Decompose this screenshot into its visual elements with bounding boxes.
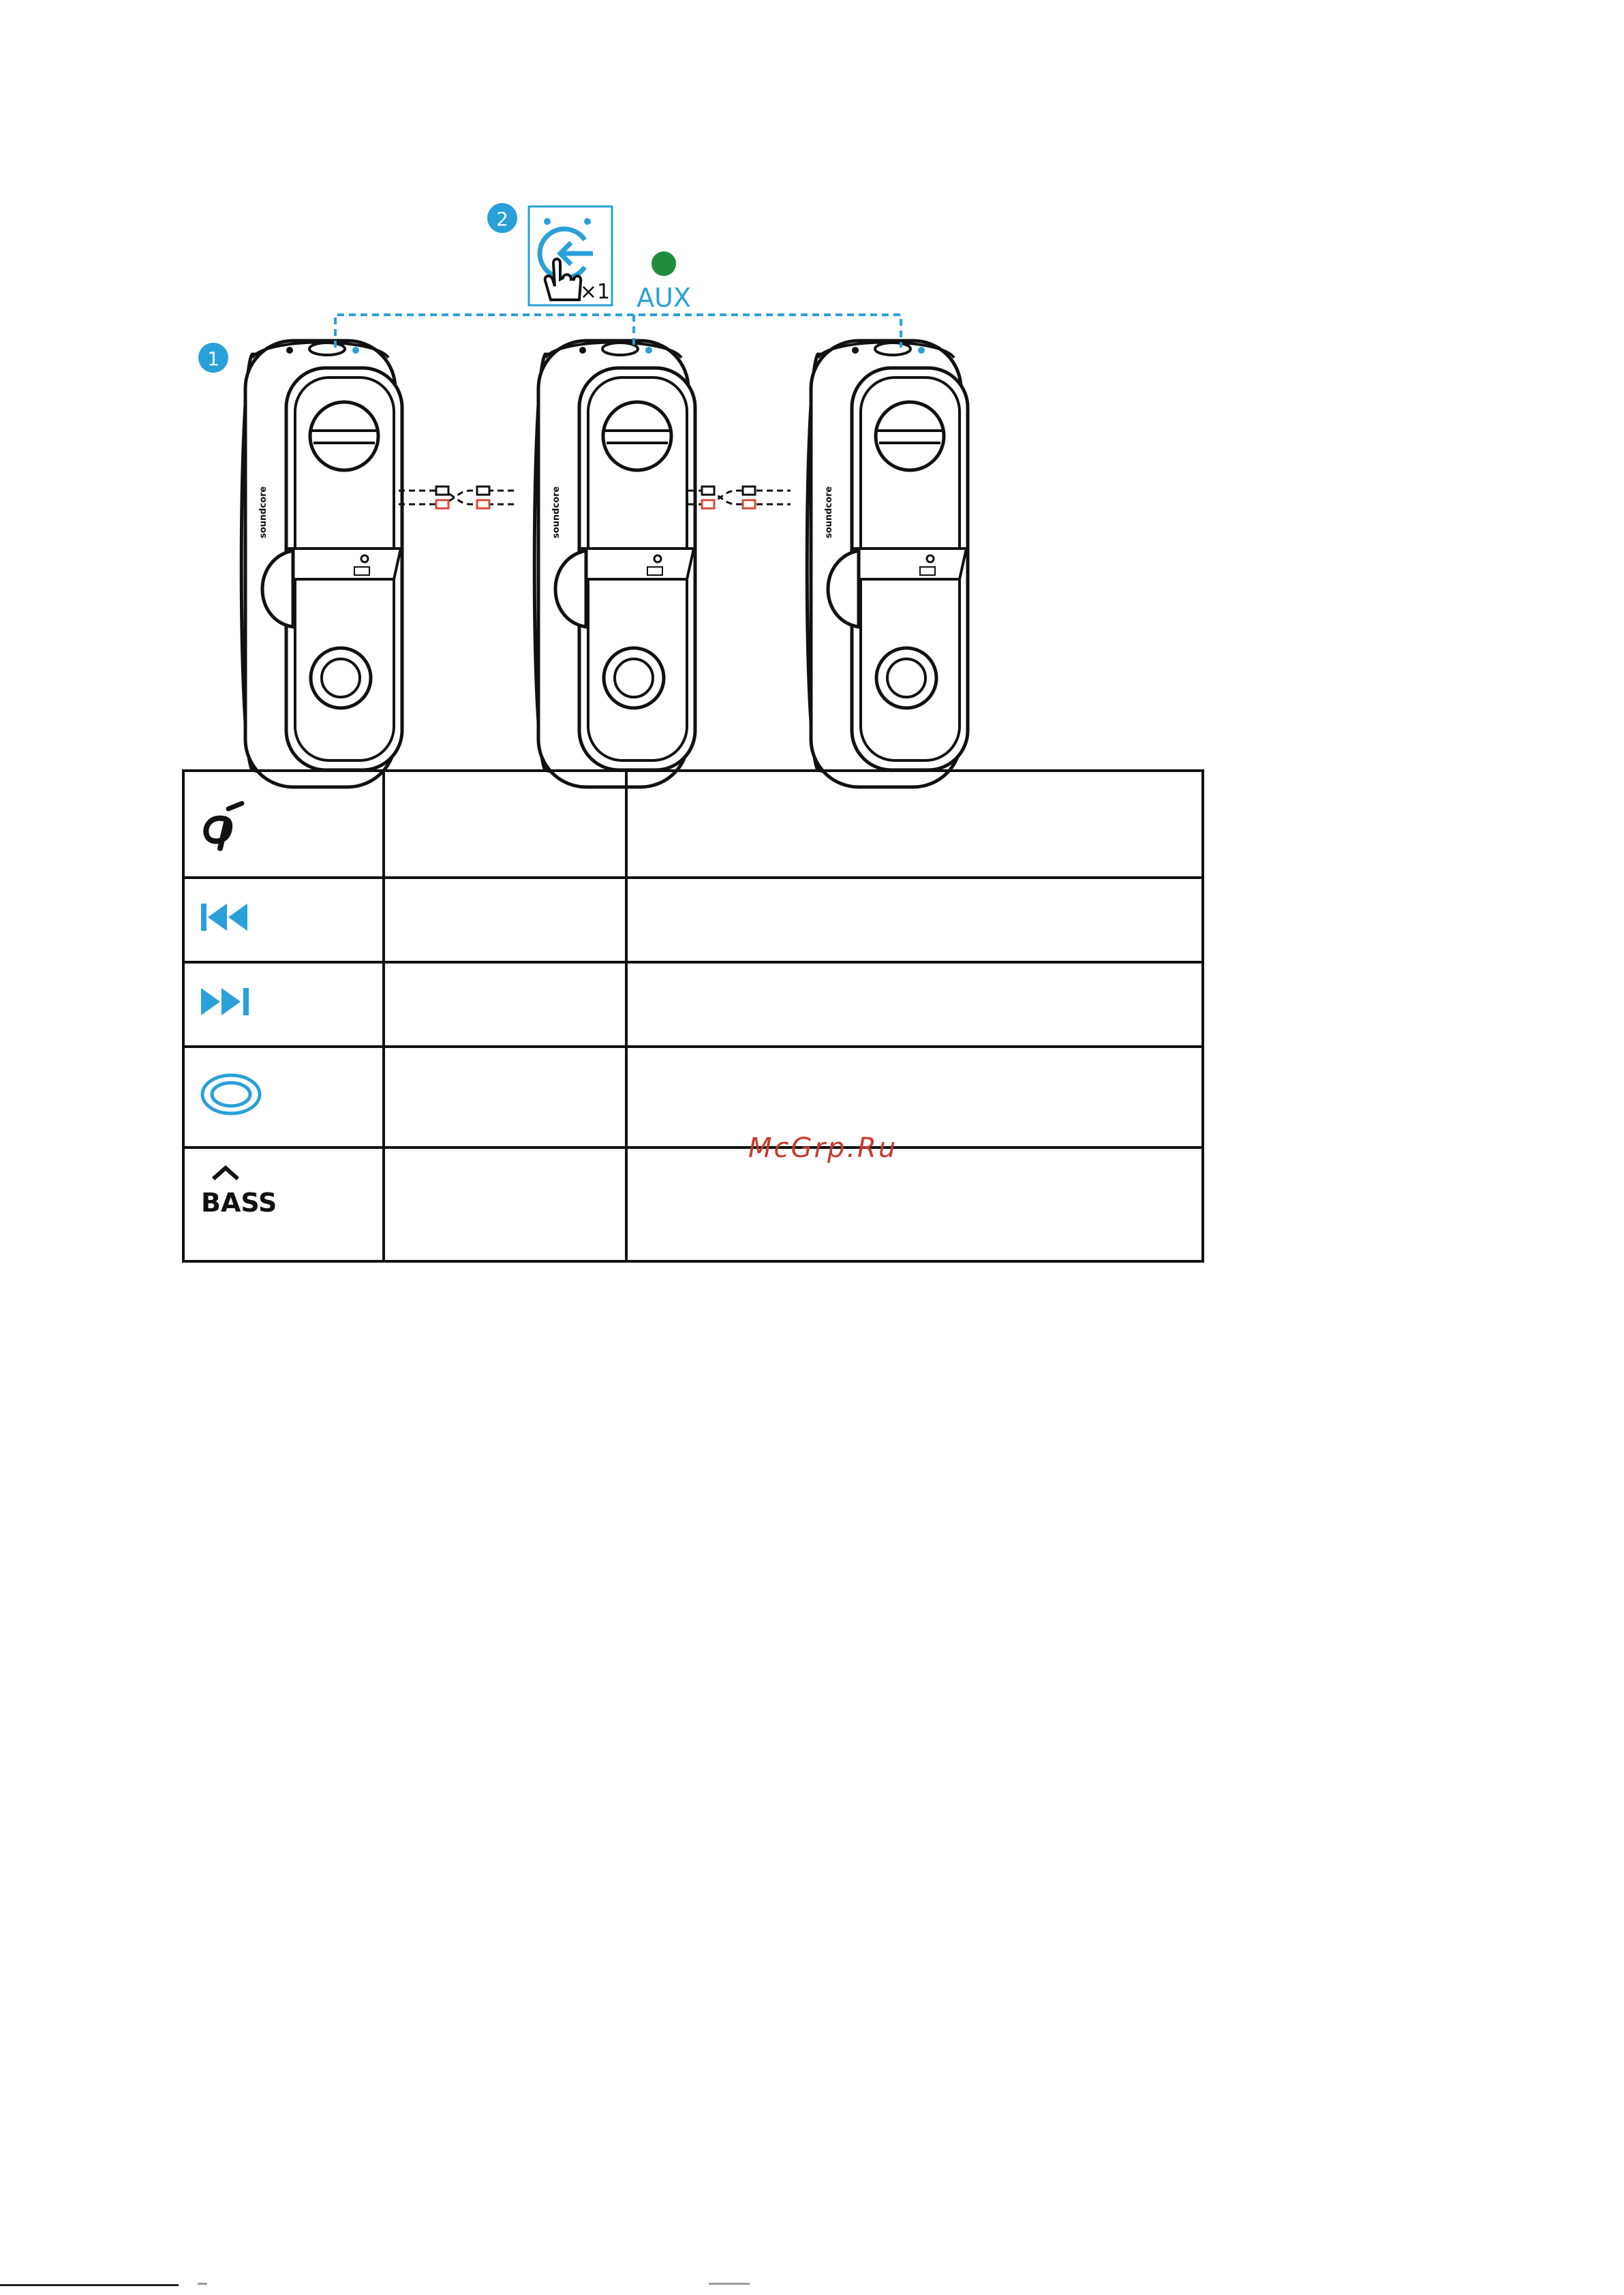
previous-track-icon	[200, 902, 250, 932]
name-cell	[384, 771, 626, 878]
footer-rule	[0, 2284, 179, 2286]
speaker-2	[534, 341, 695, 787]
icon-cell	[183, 1047, 384, 1148]
light-ring-icon	[200, 1072, 262, 1117]
controls-table	[182, 769, 1204, 1263]
mode-button-press-box	[529, 206, 612, 305]
footer-mark	[198, 2283, 207, 2285]
bass-up-icon	[200, 1164, 277, 1218]
next-track-icon	[200, 987, 250, 1017]
step-1-badge	[198, 343, 228, 373]
icon-cell	[183, 962, 384, 1047]
aux-led-indicator	[652, 251, 676, 276]
description-cell	[626, 962, 1203, 1047]
soundcore-logo-icon	[200, 794, 247, 848]
step-2-badge	[487, 203, 517, 233]
table-row	[183, 771, 1203, 878]
description-cell	[626, 1047, 1203, 1148]
table-row	[183, 962, 1203, 1047]
icon-cell	[183, 878, 384, 962]
description-cell	[626, 1148, 1203, 1261]
speaker-1	[241, 341, 402, 787]
svg-text:BASS: BASS	[201, 1188, 277, 1218]
aux-connection-diagram: soundcore 1 2 ×1 AUX	[0, 0, 1624, 681]
table-row	[183, 1148, 1203, 1261]
icon-cell	[183, 771, 384, 878]
description-cell	[626, 771, 1203, 878]
aux-cable-1	[399, 487, 518, 508]
watermark: McGrp.Ru	[748, 1133, 898, 1164]
footer-mark	[709, 2283, 750, 2285]
press-count: ×1	[579, 280, 611, 304]
table-row	[183, 1047, 1203, 1148]
name-cell	[384, 878, 626, 962]
name-cell	[384, 962, 626, 1047]
svg-text:1: 1	[207, 348, 219, 370]
speaker-3	[807, 341, 968, 787]
aux-cable-2	[688, 487, 791, 508]
table-row	[183, 878, 1203, 962]
aux-label: AUX	[637, 283, 691, 313]
svg-text:2: 2	[496, 208, 508, 230]
name-cell	[384, 1047, 626, 1148]
name-cell	[384, 1148, 626, 1261]
description-cell	[626, 878, 1203, 962]
icon-cell	[183, 1148, 384, 1261]
